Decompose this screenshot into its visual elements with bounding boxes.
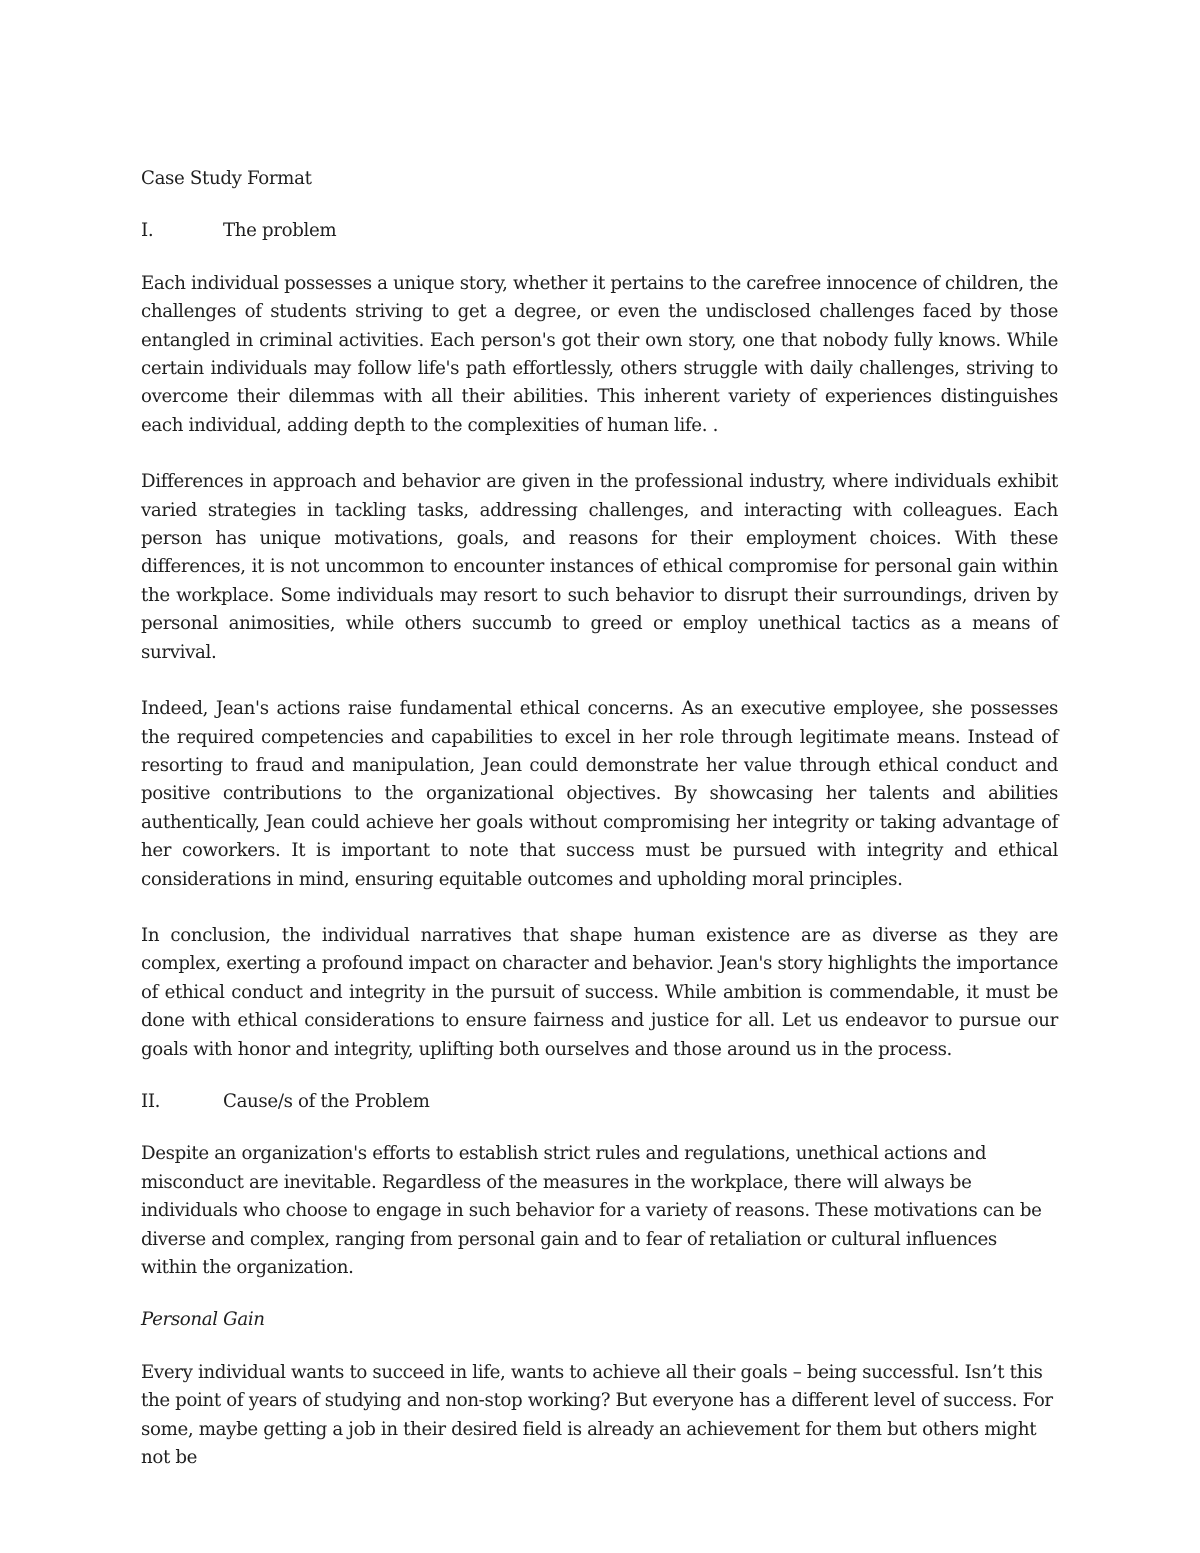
section-number: I.	[141, 220, 154, 242]
section-title: Cause/s of the Problem	[223, 1090, 430, 1112]
document-body	[141, 165, 1058, 1500]
section-title: The problem	[223, 220, 337, 242]
section-heading-causes	[141, 1088, 1058, 1116]
paragraph: Despite an organization's efforts to establish strict rules and regulations, unethical actions and misconduct are inevitable. Regardless of the measures in the workplace, there will always be individuals who choose to engage in such behavior for a variety of reasons. These motivations can be diverse and complex, ranging from personal gain and to fear of retaliation or cultural influences within the organization.	[141, 1143, 1042, 1278]
paragraph: Each individual possesses a unique story, whether it pertains to the carefree innocence of children, the challenges of students striving to get a degree, or even the undisclosed challenges faced by those entangled in criminal activities. Each person's got their own story, one that nobody fully knows. While certain individuals may follow life's path effortlessly, others struggle with daily challenges, striving to overcome their dilemmas with all their abilities. This inherent variety of experiences distinguishes each individual, adding depth to the complexities of human life. .	[141, 272, 1059, 436]
paragraph: Indeed, Jean's actions raise fundamental ethical concerns. As an executive employee, she possesses the required competencies and capabilities to excel in her role through legitimate means. Instead of resorting to fraud and manipulation, Jean could demonstrate her value through ethical conduct and positive contributions to the organizational objectives. By showcasing her talents and abilities authentically, Jean could achieve her goals without compromising her integrity or taking advantage of her coworkers. It is important to note that success must be pursued with integrity and ethical considerations in mind, ensuring equitable outcomes and upholding moral principles.	[141, 698, 1058, 890]
document-title: Case Study Format	[141, 168, 312, 189]
paragraph: In conclusion, the individual narratives that shape human existence are as diverse as they are complex, exerting a profound impact on character and behavior. Jean's story highlights the importance of ethical conduct and integrity in the pursuit of success. While ambition is commendable, it must be done with ethical considerations to ensure fairness and justice for all. Let us endeavor to pursue our goals with honor and integrity, uplifting both ourselves and those around us in the process.	[141, 924, 1058, 1060]
section-number: II.	[141, 1090, 161, 1112]
paragraph: Differences in approach and behavior are given in the professional industry, where individuals exhibit varied strategies in tackling tasks, addressing challenges, and interacting with colleagues. Each person has unique motivations, goals, and reasons for their employment choices. With these differences, it is not uncommon to encounter instances of ethical compromise for personal gain within the workplace. Some individuals may resort to such behavior to disrupt their surroundings, driven by personal animosities, while others succumb to greed or employ unethical tactics as a means of survival.	[141, 471, 1058, 663]
section-heading-problem	[141, 217, 1058, 245]
subheading-personal-gain: Personal Gain	[141, 1309, 265, 1331]
paragraph: Every individual wants to succeed in life, wants to achieve all their goals – being successful. Isn’t this the point of years of studying and non-stop working? But everyone has a different level of success. For some, maybe getting a job in their desired field is already an achievement for them but others might not be	[141, 1361, 1053, 1469]
